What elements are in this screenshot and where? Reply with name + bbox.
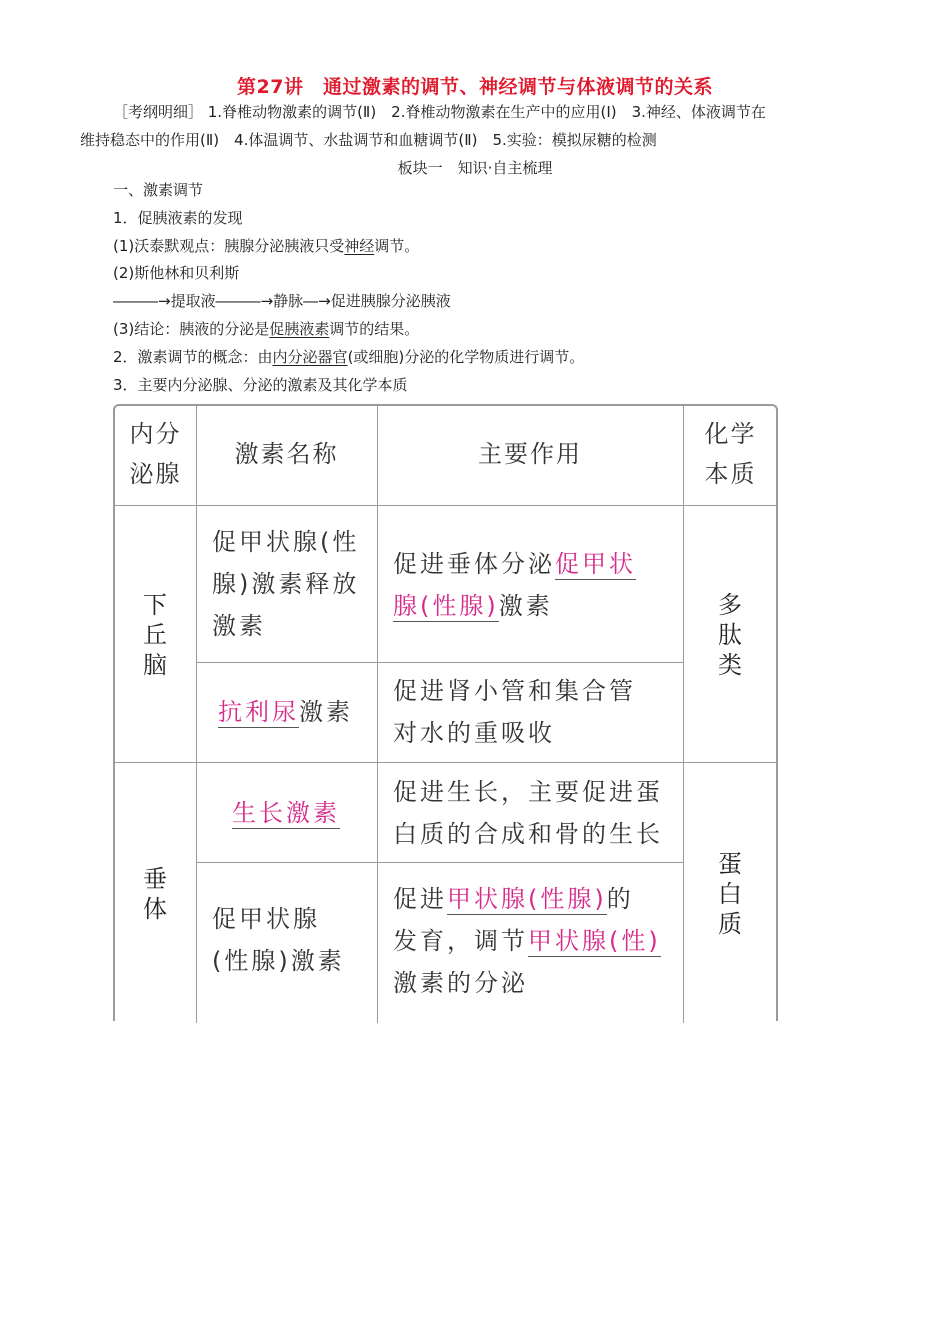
table-divider (196, 862, 684, 863)
table-divider (196, 406, 197, 1023)
hormone-trh (212, 521, 359, 647)
function-text: 的 (606, 885, 634, 913)
function-answer: 腺(性腺) (393, 592, 499, 620)
function-answer: 甲状腺(性) (528, 927, 661, 955)
header-gland (115, 414, 196, 494)
item-2-tail: (或细胞)分泌的化学物质进行调节。 (347, 348, 585, 366)
function-line: 激素的分泌 (393, 969, 528, 997)
function-line: 白质的合成和骨的生长 (393, 820, 663, 848)
hormone-name-line: 腺)激素释放 (212, 570, 360, 598)
item-1-3 (113, 318, 419, 340)
header-nature-line: 化学 (704, 420, 757, 448)
hormone-name-text: 激素 (299, 698, 353, 726)
function-line: 对水的重吸收 (393, 719, 555, 747)
hormone-growth (232, 792, 340, 834)
function-adh (393, 670, 636, 754)
hormone-answer: 生长激素 (232, 799, 340, 827)
item-1-1-blank: 神经 (344, 237, 375, 255)
function-text: 发育，调节 (393, 927, 528, 955)
nature-char: 类 (718, 651, 742, 679)
header-function: 主要作用 (478, 440, 582, 468)
function-growth (393, 771, 663, 855)
outline-line-2: 维持稳态中的作用(Ⅱ) 4.体温调节、水盐调节和血糖调节(Ⅱ) 5.实验：模拟尿糖的检测 (80, 131, 657, 149)
item-2-text: 2．激素调节的概念：由 (113, 348, 273, 366)
gland-hypothalamus (135, 590, 175, 680)
item-1-3-tail: 调节的结果。 (329, 320, 420, 338)
table-divider (377, 406, 378, 1023)
nature-polypeptide (710, 590, 750, 680)
page-title: 第27讲 通过激素的调节、神经调节与体液调节的关系 (237, 76, 713, 98)
item-1-2: (2)斯他林和贝利斯 (113, 264, 240, 282)
function-text: 促进 (393, 885, 447, 913)
function-line: 促进生长，主要促进蛋 (393, 778, 663, 806)
nature-protein (710, 849, 750, 939)
table-divider (683, 406, 684, 1023)
gland-pituitary (135, 864, 175, 924)
nature-char: 蛋 (718, 850, 742, 878)
function-text: 促进垂体分泌 (393, 550, 555, 578)
function-tsh (393, 878, 661, 1004)
function-line (393, 585, 636, 627)
hormone-adh (218, 691, 353, 733)
table-divider (196, 662, 684, 663)
header-gland-line: 泌腺 (129, 460, 182, 488)
hormone-name-line: 促甲状腺 (212, 905, 320, 933)
item-1: 1．促胰液素的发现 (113, 209, 243, 227)
header-nature (683, 414, 778, 494)
item-2 (113, 346, 584, 368)
item-1-1 (113, 235, 419, 257)
header-gland-line: 内分 (129, 420, 182, 448)
gland-char: 脑 (143, 651, 167, 679)
function-line (393, 878, 661, 920)
outline-line-1: ［考纲明细］ 1.脊椎动物激素的调节(Ⅱ) 2.脊椎动物激素在生产中的应用(Ⅰ) 3.神经、体液调节在 (113, 103, 766, 121)
gland-char: 垂 (143, 865, 167, 893)
header-hormone: 激素名称 (234, 440, 339, 468)
function-trh (393, 543, 636, 627)
hormone-answer: 抗利尿 (218, 698, 299, 726)
item-1-1-tail: 调节。 (374, 237, 420, 255)
function-line (393, 920, 661, 962)
item-1-3-text: (3)结论：胰液的分泌是 (113, 320, 270, 338)
function-line (393, 543, 636, 585)
nature-char: 肽 (718, 621, 742, 649)
section-heading: 一、激素调节 (113, 181, 204, 199)
nature-char: 多 (718, 591, 742, 619)
gland-char: 体 (143, 895, 167, 923)
function-answer: 甲状腺(性腺) (447, 885, 607, 913)
hormone-name-line: (性腺)激素 (212, 947, 345, 975)
item-2-blank: 内分泌器官 (272, 348, 348, 366)
header-nature-line: 本质 (704, 460, 757, 488)
hormone-tsh (212, 898, 345, 982)
item-3: 3．主要内分泌腺、分泌的激素及其化学本质 (113, 376, 408, 394)
hormone-table (113, 404, 778, 1021)
item-1-1-text: (1)沃泰默观点：胰腺分泌胰液只受 (113, 237, 345, 255)
table-divider (115, 505, 778, 506)
nature-char: 质 (718, 910, 742, 938)
hormone-name-line: 促甲状腺(性 (212, 528, 360, 556)
flow-diagram: ―――→提取液―――→静脉―→促进胰腺分泌胰液 (113, 292, 451, 310)
block-title: 板块一 知识·自主梳理 (397, 159, 553, 177)
function-text: 激素 (498, 592, 553, 620)
item-1-3-blank: 促胰液素 (269, 320, 330, 338)
table-divider (115, 762, 778, 763)
gland-char: 丘 (143, 621, 167, 649)
hormone-name-line: 激素 (212, 612, 266, 640)
gland-char: 下 (143, 591, 167, 619)
nature-char: 白 (718, 880, 742, 908)
function-line: 促进肾小管和集合管 (393, 677, 636, 705)
function-answer: 促甲状 (555, 550, 636, 578)
